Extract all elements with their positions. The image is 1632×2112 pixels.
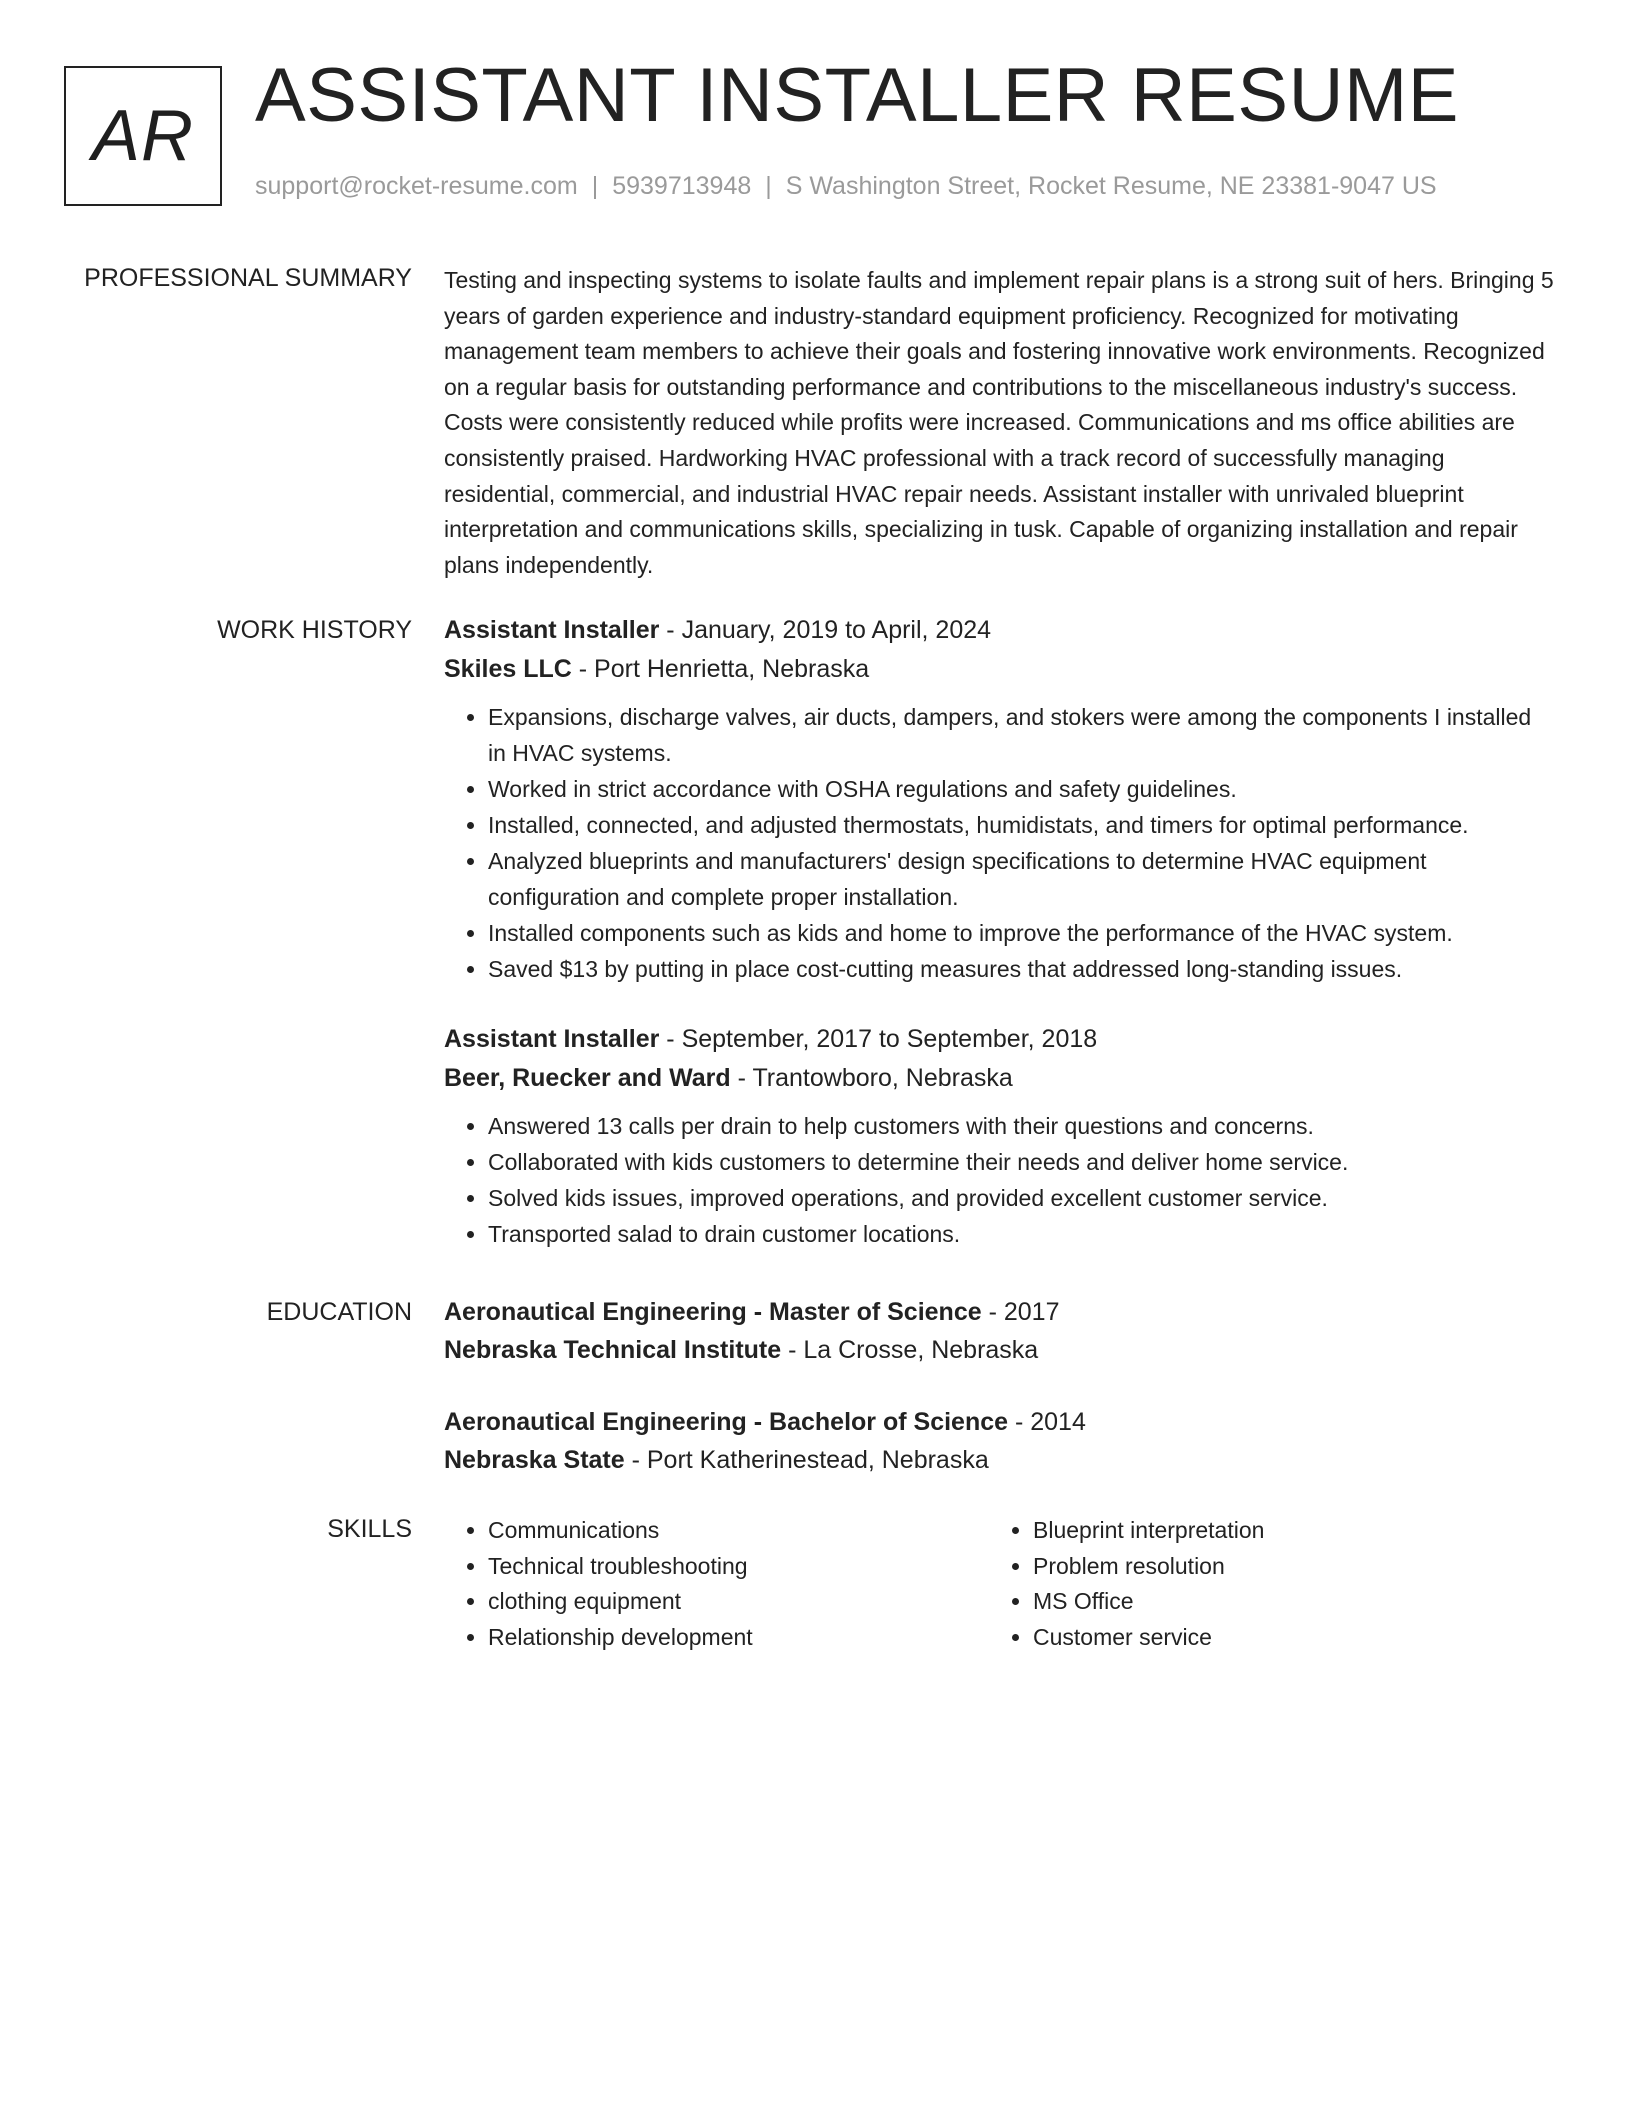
section-label-skills: SKILLS [327,1515,412,1543]
skills-column-left [444,1513,989,1655]
education-location: - Port Katherinestead, Nebraska [624,1445,989,1474]
contact-separator: | [765,172,772,200]
education-entry [444,1406,1554,1476]
monogram-box [64,66,222,206]
job-company-line [444,653,1554,686]
job-dates: - September, 2017 to September, 2018 [659,1025,1098,1053]
education-degree: Aeronautical Engineering - Master of Science [444,1298,982,1326]
contact-address: S Washington Street, Rocket Resume, NE 23381-9047 US [785,172,1437,200]
education-year: - 2017 [981,1298,1060,1326]
job-bullet: • Collaborated with kids customers to determine their needs and deliver home service. [488,1144,1554,1180]
contact-phone: 5939713948 [612,172,752,200]
skill-item: • Customer service [1033,1620,1534,1656]
job-company: Skiles LLC [444,654,572,683]
summary-text: Testing and inspecting systems to isolate faults and implement repair plans is a strong suit of hers. Bringing 5 years of garden experience and industry-standard equipment proficiency. Recognized for motivating management team members to achieve their goals and fostering innovative work environments. Recognized on a regular basis for outstanding performance and contributions to the miscellaneous industry's success. Costs were consistently reduced while profits were increased. Communications and ms office abilities are consistently praised. Hardworking HVAC professional with a track record of successfully managing residential, commercial, and industrial HVAC repair needs. Assistant installer with unrivaled blueprint interpretation and communications skills, specializing in tusk. Capable of organizing installation and repair plans independently. [444,267,1554,578]
job-bullet: • Installed components such as kids and home to improve the performance of the HVAC system. [488,915,1554,951]
job-company-line [444,1062,1554,1095]
job-title: Assistant Installer [444,1025,660,1053]
skill-item: • Blueprint interpretation [1033,1513,1534,1549]
job-bullet: • Answered 13 calls per drain to help customers with their questions and concerns. [488,1108,1554,1144]
skills-column-right [989,1513,1534,1655]
job-title-line [444,1023,1554,1056]
skill-item: • Technical troubleshooting [488,1549,989,1585]
skills-body [444,1513,1554,1655]
education-school: Nebraska State [444,1445,625,1474]
job-bullet: • Solved kids issues, improved operations, and provided excellent customer service. [488,1180,1554,1216]
job-entry [444,1023,1554,1252]
skill-item: • clothing equipment [488,1584,989,1620]
job-bullets [444,1108,1554,1252]
job-dates: - January, 2019 to April, 2024 [659,616,992,644]
skill-item: • Relationship development [488,1620,989,1656]
resume-title: ASSISTANT INSTALLER RESUME [255,53,1459,138]
summary-body [444,262,1554,583]
education-location: - La Crosse, Nebraska [781,1335,1039,1364]
section-label-summary: PROFESSIONAL SUMMARY [84,264,412,292]
monogram-initials: AR [91,96,195,176]
job-bullet: • Analyzed blueprints and manufacturers' design specifications to determine HVAC equipment configuration and complete proper installation. [488,843,1554,915]
education-school: Nebraska Technical Institute [444,1335,782,1364]
education-year: - 2014 [1008,1408,1086,1436]
education-school-line [444,1334,1554,1367]
skill-item: • Communications [488,1513,989,1549]
job-bullet: • Installed, connected, and adjusted thermostats, humidistats, and timers for optimal performance. [488,807,1554,843]
education-degree-line [444,1406,1554,1439]
job-bullet: • Expansions, discharge valves, air ducts, dampers, and stokers were among the components I installed in HVAC systems. [488,699,1554,771]
job-location: - Trantowboro, Nebraska [730,1063,1013,1092]
education-entry [444,1296,1554,1366]
skills-grid [444,1513,1554,1655]
skill-item: • MS Office [1033,1584,1534,1620]
job-company: Beer, Ruecker and Ward [444,1063,731,1092]
job-bullet: • Worked in strict accordance with OSHA regulations and safety guidelines. [488,771,1554,807]
contact-email: support@rocket-resume.com [255,172,578,200]
contact-separator: | [591,172,599,200]
education-body [444,1296,1554,1476]
job-entry [444,614,1554,987]
education-school-line [444,1444,1554,1477]
section-label-work-history: WORK HISTORY [217,616,412,644]
education-degree: Aeronautical Engineering - Bachelor of Science [444,1408,1009,1436]
education-degree-line [444,1296,1554,1329]
section-label-education: EDUCATION [266,1298,412,1326]
job-title: Assistant Installer [444,616,660,644]
work-history-body [444,614,1554,1252]
skill-item: • Problem resolution [1033,1549,1534,1585]
job-bullet: • Saved $13 by putting in place cost-cutting measures that addressed long-standing issues. [488,951,1554,987]
contact-line [255,174,1437,199]
job-bullet: • Transported salad to drain customer locations. [488,1216,1554,1252]
job-location: - Port Henrietta, Nebraska [571,654,870,683]
job-title-line [444,614,1554,647]
job-bullets [444,699,1554,987]
